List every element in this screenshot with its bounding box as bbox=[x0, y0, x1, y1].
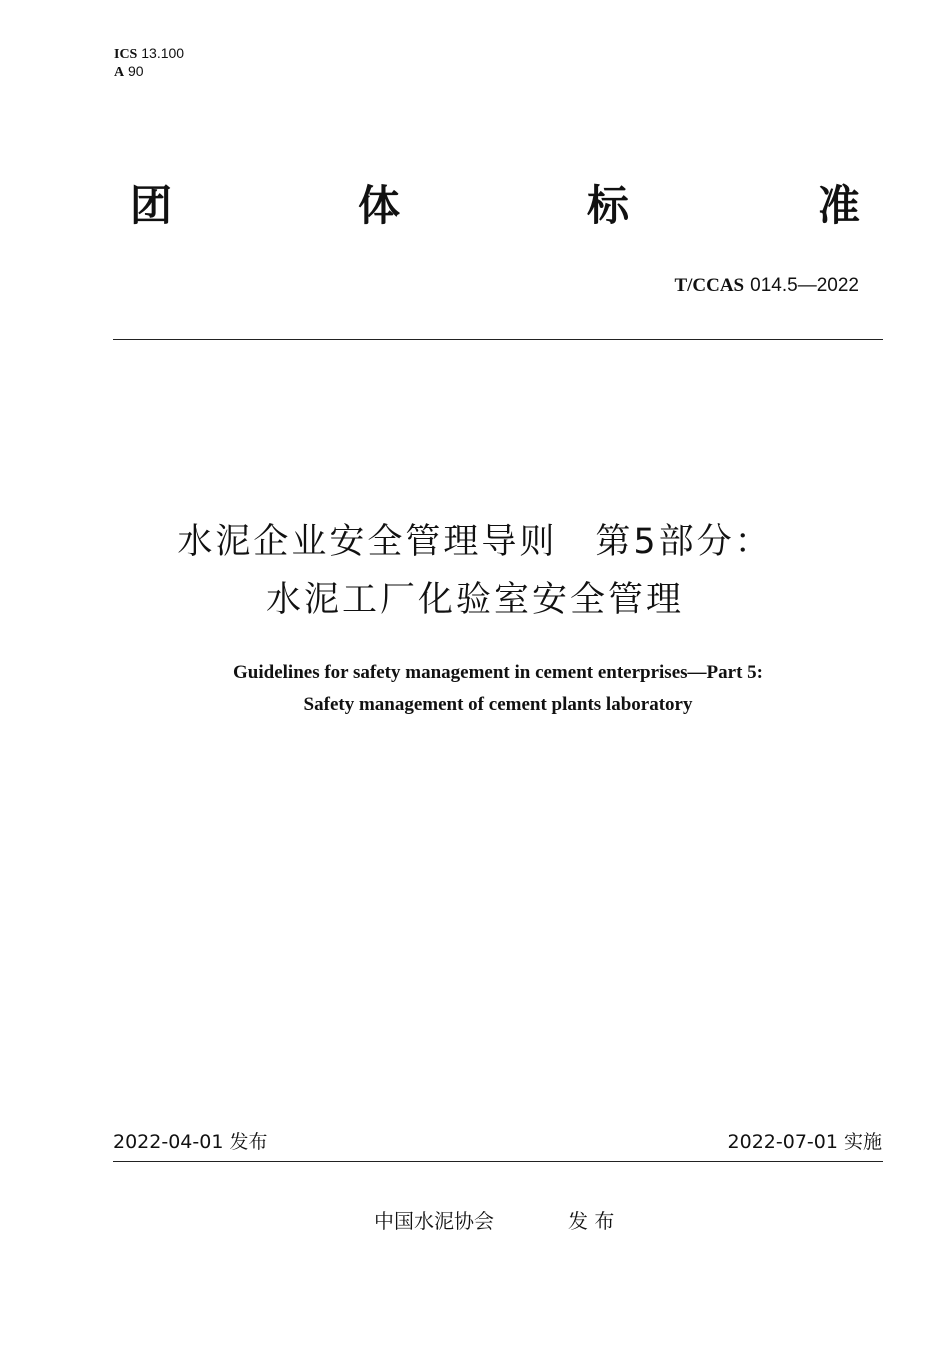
header-divider bbox=[113, 339, 883, 340]
ics-line bbox=[114, 45, 184, 63]
footer-divider bbox=[113, 1161, 883, 1162]
ccs-code: 90 bbox=[128, 63, 144, 79]
standard-type-char-3: 标 bbox=[587, 181, 630, 230]
publisher-name: 中国水泥协会 bbox=[374, 1209, 494, 1233]
standard-type-char-1: 团 bbox=[130, 181, 173, 230]
ccs-line bbox=[114, 63, 184, 81]
title-cn-line-1: 水泥企业安全管理导则 第5部分： bbox=[177, 522, 773, 562]
ics-code: 13.100 bbox=[141, 45, 185, 61]
implement-date: 2022-07-01 实施 bbox=[727, 1131, 882, 1153]
publisher-action: 发 布 bbox=[568, 1209, 615, 1233]
standard-type-char-4: 准 bbox=[818, 181, 861, 230]
ccs-label: A bbox=[114, 65, 125, 80]
ics-label: ICS bbox=[114, 47, 138, 62]
standard-number bbox=[674, 272, 859, 299]
publish-date: 2022-04-01 发布 bbox=[113, 1131, 268, 1153]
title-cn-line-2: 水泥工厂化验室安全管理 bbox=[265, 580, 684, 620]
title-en-line-1: Guidelines for safety management in cement enterprises—Part 5: bbox=[233, 662, 763, 683]
title-en-line-2: Safety management of cement plants laboratory bbox=[303, 694, 693, 715]
classification-codes bbox=[114, 45, 184, 81]
standard-org: T/CCAS bbox=[674, 275, 745, 296]
standard-type-char-2: 体 bbox=[358, 181, 401, 230]
standard-code: 014.5—2022 bbox=[750, 275, 859, 296]
